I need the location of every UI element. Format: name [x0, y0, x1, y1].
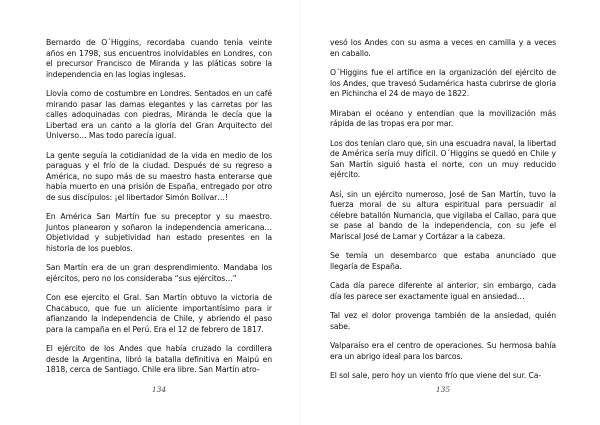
paragraph: Cada día parece diferente al anterior, sin embargo, cada día les parece ser exactamente igual en ansiedad… [330, 281, 556, 301]
page-number: 134 [151, 385, 167, 394]
paragraph: vesó los Andes con su asma a veces en camilla y a veces en caballo. [330, 38, 556, 58]
paragraph: O´Higgins fue el artífice en la organización del ejército de los Andes, que travesó Sudamérica hasta cubrirse de gloria en Pichincha el 24 de mayo de 1822. [330, 68, 556, 98]
paragraph: Llovía como de costumbre en Londres. Sentados en un café mirando pasar las damas elegantes y las carretas por las calles adoquinadas con piedras, Miranda le decía que la Libertad era un canto a la gloria del Gran Arquitecto del Universo… Mas todo parecía igual. [46, 89, 272, 140]
paragraph: El ejército de los Andes que había cruzado la cordillera desde la Argentina, libró la batalla definitiva en Maipú en 1818, cerca de Santiago. Chile era libre. San Martín atro- [46, 344, 272, 374]
paragraph: Se temía un desembarco que estaba anunciado que llegaría de España. [330, 251, 556, 271]
paragraph: Los dos tenían claro que, sin una escuadra naval, la libertad de América sería muy difícil. O´Higgins se quedó en Chile y San Martín siguió hasta el norte, con un muy reducido ejército. [330, 138, 556, 179]
page-number: 135 [435, 385, 451, 394]
right-page [300, 0, 600, 425]
paragraph: El sol sale, pero hoy un viento frío que viene del sur. Ca- [330, 371, 542, 380]
paragraph: Así, sin un ejército numeroso, José de San Martín, tuvo la fuerza moral de su altura espiritual para persuadir al célebre batallón Numancia, que vigilaba el Callao, para que se pase al bando de la independencia, con su jefe el Mariscal José de Lamar y Cortázar a la cabeza. [330, 189, 556, 241]
paragraph: Con ese ejercito el Gral. San Martín obtuvo la victoria de Chacabuco, que fue un aliciente importantísimo para ir afianzando la independencia de Chile, y abriendo el paso para la campaña en el Perú. Era el 12 de febrero de 1817. [46, 293, 272, 334]
paragraph: Tal vez el dolor provenga también de la ansiedad, quién sabe. [330, 311, 556, 331]
paragraph: San Martín era de un gran desprendimiento. Mandaba los ejércitos, pero no los consideraba “sus ejércitos…” [46, 263, 272, 283]
paragraph: La gente seguía la cotidianidad de la vida en medio de los paraguas y el frío de la ciudad. Después de su regreso a América, no supo más de su maestro hasta enterarse que había muerto en una prisión de España, entregado por otro de sus discípulos: ¡el libertador Simón Bolívar…! [46, 150, 272, 202]
paragraph: Miraban el océano y entendían que la movilización más rápida de las tropas era por mar. [330, 108, 556, 128]
left-page-text [46, 38, 272, 385]
paragraph: Valparaíso era el centro de operaciones. Su hermosa bahía era un abrigo ideal para los barcos. [330, 341, 556, 361]
paragraph: Bernardo de O´Higgins, recordaba cuando tenía veinte años en 1798, sus encuentros inolvidables en Londres, con el precursor Francisco de Miranda y las pláticas sobre la independencia en las logias inglesas. [46, 38, 272, 79]
right-page-text [330, 38, 556, 391]
paragraph: En América San Martín fue su preceptor y su maestro. Juntos planearon y soñaron la independencia americana… Objetividad y subjetividad han estado presentes en la historia de los pueblos. [46, 212, 272, 253]
